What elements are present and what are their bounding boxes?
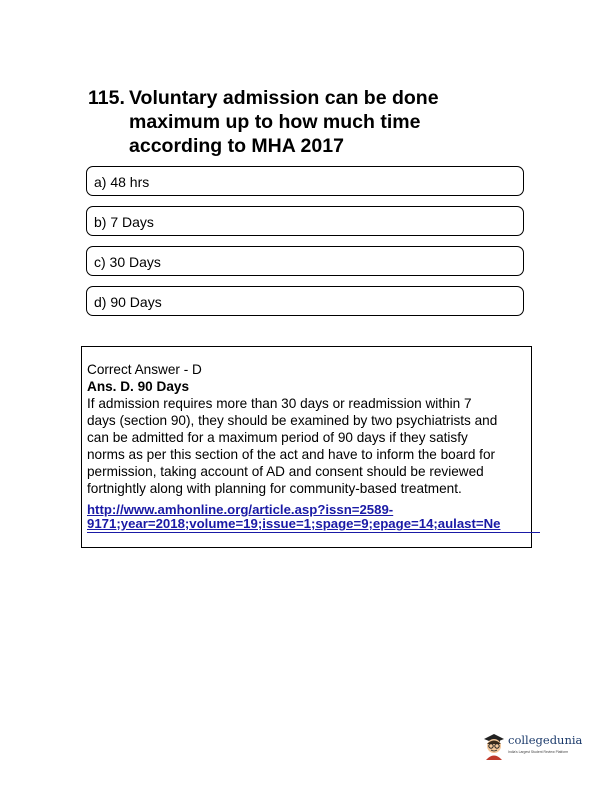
correct-answer-label: Correct Answer - D bbox=[87, 362, 202, 377]
explanation-line-2: days (section 90), they should be examined by two psychiatrists and bbox=[87, 413, 498, 428]
question-number: 115. bbox=[88, 87, 125, 109]
question-line-2: maximum up to how much time bbox=[129, 111, 421, 133]
explanation-line-1: If admission requires more than 30 days or readmission within 7 bbox=[87, 396, 472, 411]
option-c[interactable]: c) 30 Days bbox=[86, 246, 524, 276]
collegedunia-logo bbox=[481, 730, 583, 765]
link-underline bbox=[87, 532, 540, 533]
reference-link-line-1[interactable]: http://www.amhonline.org/article.asp?issn=2589- bbox=[87, 502, 394, 517]
explanation-line-4: norms as per this section of the act and have to inform the board for bbox=[87, 447, 496, 462]
logo-tagline: India's Largest Student Review Platform bbox=[508, 750, 569, 754]
option-b[interactable]: b) 7 Days bbox=[86, 206, 524, 236]
answer-explanation bbox=[87, 361, 532, 497]
explanation-line-3: can be admitted for a maximum period of 90 days if they satisfy bbox=[87, 430, 468, 445]
option-d[interactable]: d) 90 Days bbox=[86, 286, 524, 316]
question-line-1: Voluntary admission can be done bbox=[129, 87, 439, 109]
question-line-3: according to MHA 2017 bbox=[129, 135, 344, 157]
explanation-line-5: permission, taking account of AD and consent should be reviewed bbox=[87, 464, 484, 479]
explanation-line-6: fortnightly along with planning for community-based treatment. bbox=[87, 481, 462, 496]
logo-brand: collegedunia bbox=[508, 733, 583, 747]
reference-link-line-2[interactable]: 9171;year=2018;volume=19;issue=1;spage=9;epage=14;aulast=Ne bbox=[87, 516, 501, 531]
option-a[interactable]: a) 48 hrs bbox=[86, 166, 524, 196]
reference-link[interactable] bbox=[87, 503, 500, 531]
answer-heading: Ans. D. 90 Days bbox=[87, 379, 189, 394]
student-mascot-icon bbox=[481, 730, 507, 760]
